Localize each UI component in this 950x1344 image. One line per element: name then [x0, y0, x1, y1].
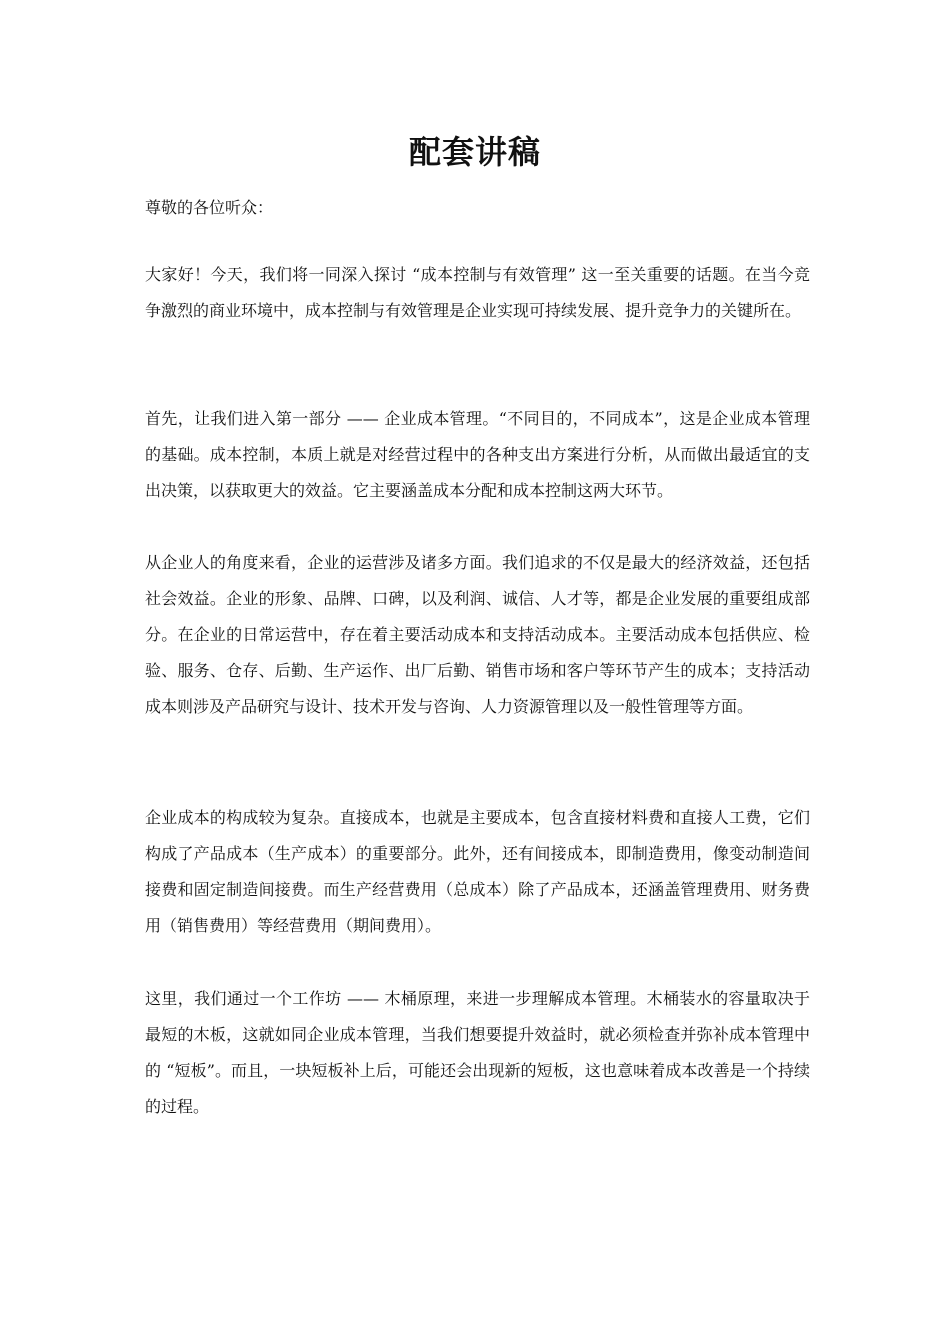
paragraph-cost-management: 首先，让我们进入第一部分 —— 企业成本管理。“不同目的，不同成本”，这是企业成本管理的基础。成本控制，本质上就是对经营过程中的各种支出方案进行分析，从而做出最适宜的支出决策，以获取更大的效益。它主要涵盖成本分配和成本控制这两大环节。: [145, 409, 810, 500]
salutation: 尊敬的各位听众：: [145, 198, 274, 217]
page-title: 配套讲稿: [408, 133, 541, 171]
paragraph-enterprise-perspective: 从企业人的角度来看，企业的运营涉及诸多方面。我们追求的不仅是最大的经济效益，还包括社会效益。企业的形象、品牌、口碑，以及利润、诚信、人才等，都是企业发展的重要组成部分。在企业的日常运营中，存在着主要活动成本和支持活动成本。主要活动成本包括供应、检验、服务、仓存、后勤、生产运作、出厂后勤、销售市场和客户等环节产生的成本；支持活动成本则涉及产品研究与设计、技术开发与咨询、人力资源管理以及一般性管理等方面。: [145, 553, 810, 716]
paragraph-intro: 大家好！今天，我们将一同深入探讨 “成本控制与有效管理” 这一至关重要的话题。在当今竞争激烈的商业环境中，成本控制与有效管理是企业实现可持续发展、提升竞争力的关键所在。: [145, 265, 810, 320]
paragraph-barrel-principle: 这里，我们通过一个工作坊 —— 木桶原理，来进一步理解成本管理。木桶装水的容量取决于最短的木板，这就如同企业成本管理，当我们想要提升效益时，就必须检查并弥补成本管理中的 “短板”。而且，一块短板补上后，可能还会出现新的短板，这也意味着成本改善是一个持续的过程。: [145, 989, 810, 1116]
paragraph-cost-composition: 企业成本的构成较为复杂。直接成本，也就是主要成本，包含直接材料费和直接人工费，它们构成了产品成本（生产成本）的重要部分。此外，还有间接成本，即制造费用，像变动制造间接费和固定制造间接费。而生产经营费用（总成本）除了产品成本，还涵盖管理费用、财务费用（销售费用）等经营费用（期间费用）。: [145, 808, 810, 935]
